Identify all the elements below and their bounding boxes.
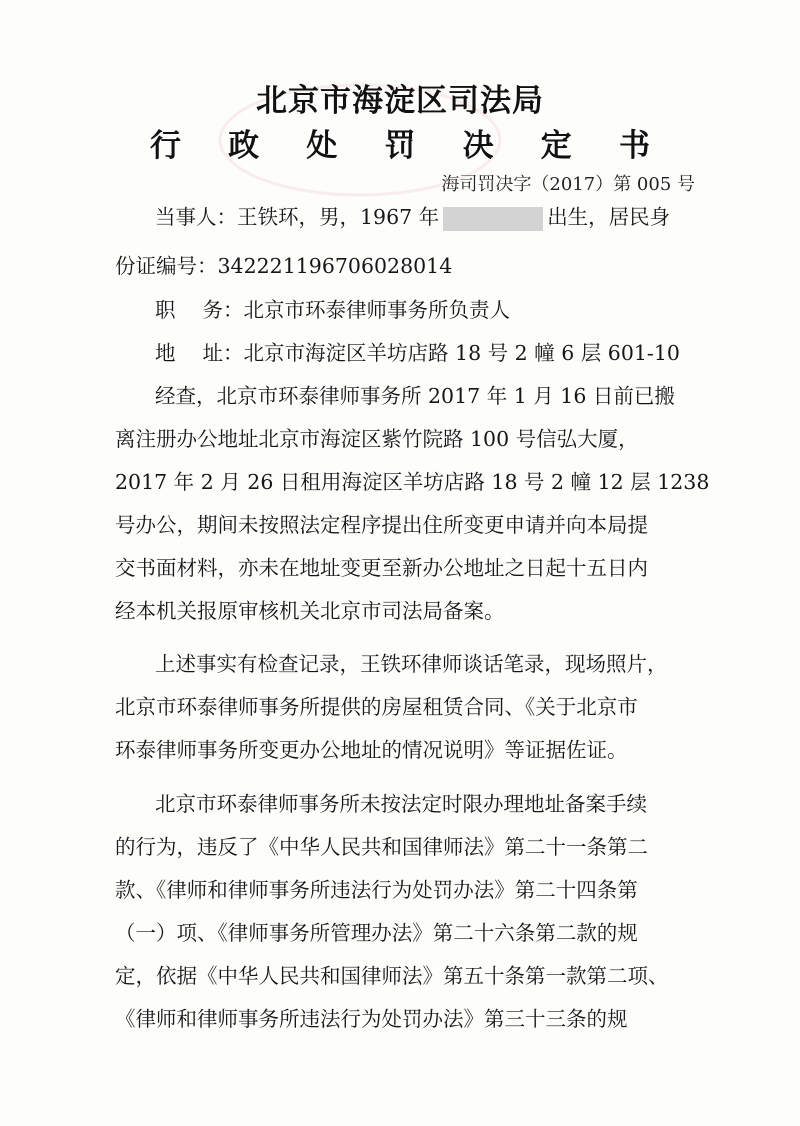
doc-type-char: 处 bbox=[306, 128, 338, 164]
party-line-1 bbox=[155, 203, 670, 231]
para3-line: （一）项、《律师事务所管理办法》第二十六条第二款的规 bbox=[115, 921, 638, 945]
doc-type-char: 决 bbox=[462, 128, 494, 164]
para3-line: 北京市环泰律师事务所未按法定时限办理地址备案手续 bbox=[155, 792, 647, 816]
party-line-1-after: 出生，居民身 bbox=[547, 205, 671, 229]
document-type-title bbox=[150, 120, 650, 165]
doc-type-char: 行 bbox=[150, 128, 181, 164]
agency-title: 北京市海淀区司法局 bbox=[256, 83, 544, 119]
para3-line: 的行为，违反了《中华人民共和国律师法》第二十一条第二 bbox=[115, 835, 648, 859]
redacted-birthdate bbox=[443, 207, 543, 231]
doc-type-char: 定 bbox=[540, 128, 572, 164]
para3-line: 定，依据《中华人民共和国律师法》第五十条第一款第二项、 bbox=[115, 964, 669, 988]
party-line-1-before: 当事人：王铁环，男，1967 年 bbox=[155, 205, 440, 229]
doc-type-char: 政 bbox=[228, 128, 260, 164]
doc-type-char: 书 bbox=[618, 128, 650, 164]
para1-line: 经本机关报原审核机关北京市司法局备案。 bbox=[115, 599, 505, 623]
para1-line: 号办公，期间未按照法定程序提出住所变更申请并向本局提 bbox=[115, 513, 648, 537]
para1-line: 2017 年 2 月 26 日租用海淀区羊坊店路 18 号 2 幢 12 层 1238 bbox=[115, 470, 710, 494]
para2-line: 上述事实有检查记录，王铁环律师谈话笔录，现场照片， bbox=[155, 652, 668, 676]
para2-line: 环泰律师事务所变更办公地址的情况说明》等证据佐证。 bbox=[115, 738, 628, 762]
para1-line: 经查，北京市环泰律师事务所 2017 年 1 月 16 日前已搬 bbox=[155, 384, 675, 408]
party-line-2: 份证编号：342221196706028014 bbox=[115, 254, 453, 278]
para1-line: 交书面材料，亦未在地址变更至新办公地址之日起十五日内 bbox=[115, 556, 648, 580]
para1-line: 离注册办公地址北京市海淀区紫竹院路 100 号信弘大厦， bbox=[115, 427, 639, 451]
doc-type-char: 罚 bbox=[384, 128, 416, 164]
para2-line: 北京市环泰律师事务所提供的房屋租赁合同、《关于北京市 bbox=[115, 695, 638, 719]
para3-line: 款、《律师和律师事务所违法行为处罚办法》第二十四条第 bbox=[115, 878, 638, 902]
para3-line: 《律师和律师事务所违法行为处罚办法》第三十三条的规 bbox=[115, 1007, 628, 1031]
party-position: 职 务：北京市环泰律师事务所负责人 bbox=[155, 298, 511, 322]
document-number: 海司罚决字（2017）第 005 号 bbox=[441, 174, 695, 195]
party-address: 地 址：北京市海淀区羊坊店路 18 号 2 幢 6 层 601-10 bbox=[155, 341, 680, 365]
